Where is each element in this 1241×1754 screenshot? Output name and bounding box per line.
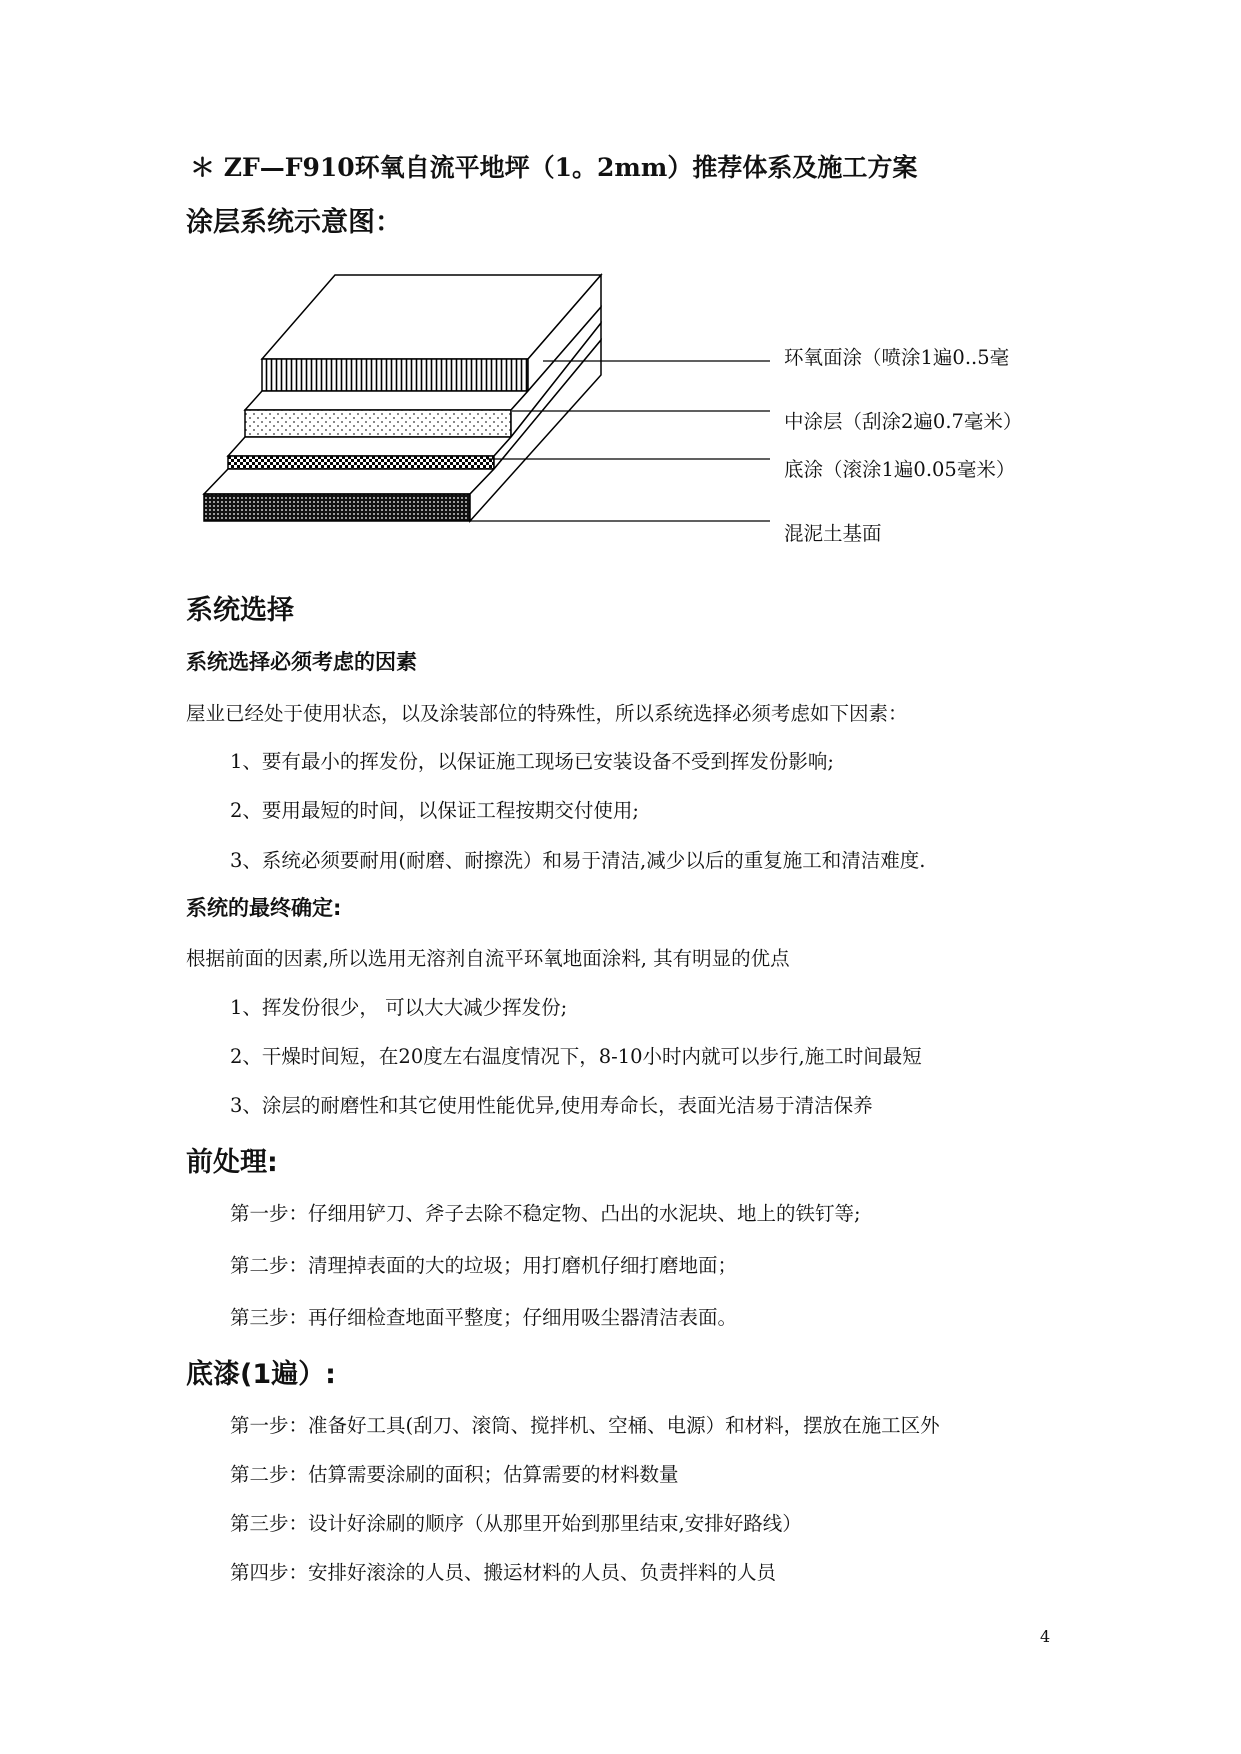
section-heading-primer: 底漆(1遍）: [186,1359,336,1390]
diagram-heading: 涂层系统示意图： [186,207,402,238]
list-item-factor: 2、要用最短的时间，以保证工程按期交付使用; [230,799,639,822]
step-item: 第三步：再仔细检查地面平整度；仔细用吸尘器清洁表面。 [230,1306,738,1329]
step-item: 第三步：设计好涂刷的顺序（从那里开始到那里结束,安排好路线） [230,1512,802,1535]
coating-layer-diagram [0,0,1241,560]
label-concrete-base: 混泥土基面 [784,522,882,545]
subheading-factors: 系统选择必须考虑的因素 [186,650,417,674]
layer-top-coat [262,359,528,391]
label-mid-coat: 中涂层（刮涂2遍0.7毫米） [784,410,1023,433]
section-heading-system-selection: 系统选择 [186,595,294,626]
paragraph-factors-intro: 屋业已经处于使用状态，以及涂装部位的特殊性，所以系统选择必须考虑如下因素： [186,702,908,725]
document-title: ＊ ZF—F910环氧自流平地坪（1。2mm）推荐体系及施工方案 [190,153,918,182]
list-item-advantage: 3、涂层的耐磨性和其它使用性能优异,使用寿命长，表面光洁易于清洁保养 [230,1094,873,1117]
list-item-factor: 3、系统必须要耐用(耐磨、耐擦洗）和易于清洁,减少以后的重复施工和清洁难度. [230,849,926,872]
step-item: 第一步：仔细用铲刀、斧子去除不稳定物、凸出的水泥块、地上的铁钉等; [230,1202,861,1225]
paragraph-final-intro: 根据前面的因素,所以选用无溶剂自流平环氧地面涂料, 其有明显的优点 [186,947,790,970]
layer-mid-coat [245,410,511,437]
list-item-factor: 1、要有最小的挥发份，以保证施工现场已安装设备不受到挥发份影响; [230,750,834,773]
list-item-advantage: 1、挥发份很少， 可以大大减少挥发份; [230,996,568,1019]
list-item-advantage: 2、干燥时间短，在20度左右温度情况下，8-10小时内就可以步行,施工时间最短 [230,1045,922,1068]
step-item: 第二步：估算需要涂刷的面积；估算需要的材料数量 [230,1463,679,1486]
step-item: 第二步：清理掉表面的大的垃圾；用打磨机仔细打磨地面； [230,1254,738,1277]
label-primer: 底涂（滚涂1遍0.05毫米） [784,458,1016,481]
page-number: 4 [1040,1627,1051,1646]
layer-concrete-base [204,494,470,521]
step-item: 第一步：准备好工具(刮刀、滚筒、搅拌机、空桶、电源）和材料，摆放在施工区外 [230,1414,940,1437]
label-top-coat: 环氧面涂（喷涂1遍0..5毫 [784,346,1010,369]
layer-primer [228,456,494,469]
section-heading-pretreatment: 前处理: [186,1147,278,1178]
step-item: 第四步：安排好滚涂的人员、搬运材料的人员、负责拌料的人员 [230,1561,777,1584]
subheading-final-decision: 系统的最终确定: [186,896,342,920]
